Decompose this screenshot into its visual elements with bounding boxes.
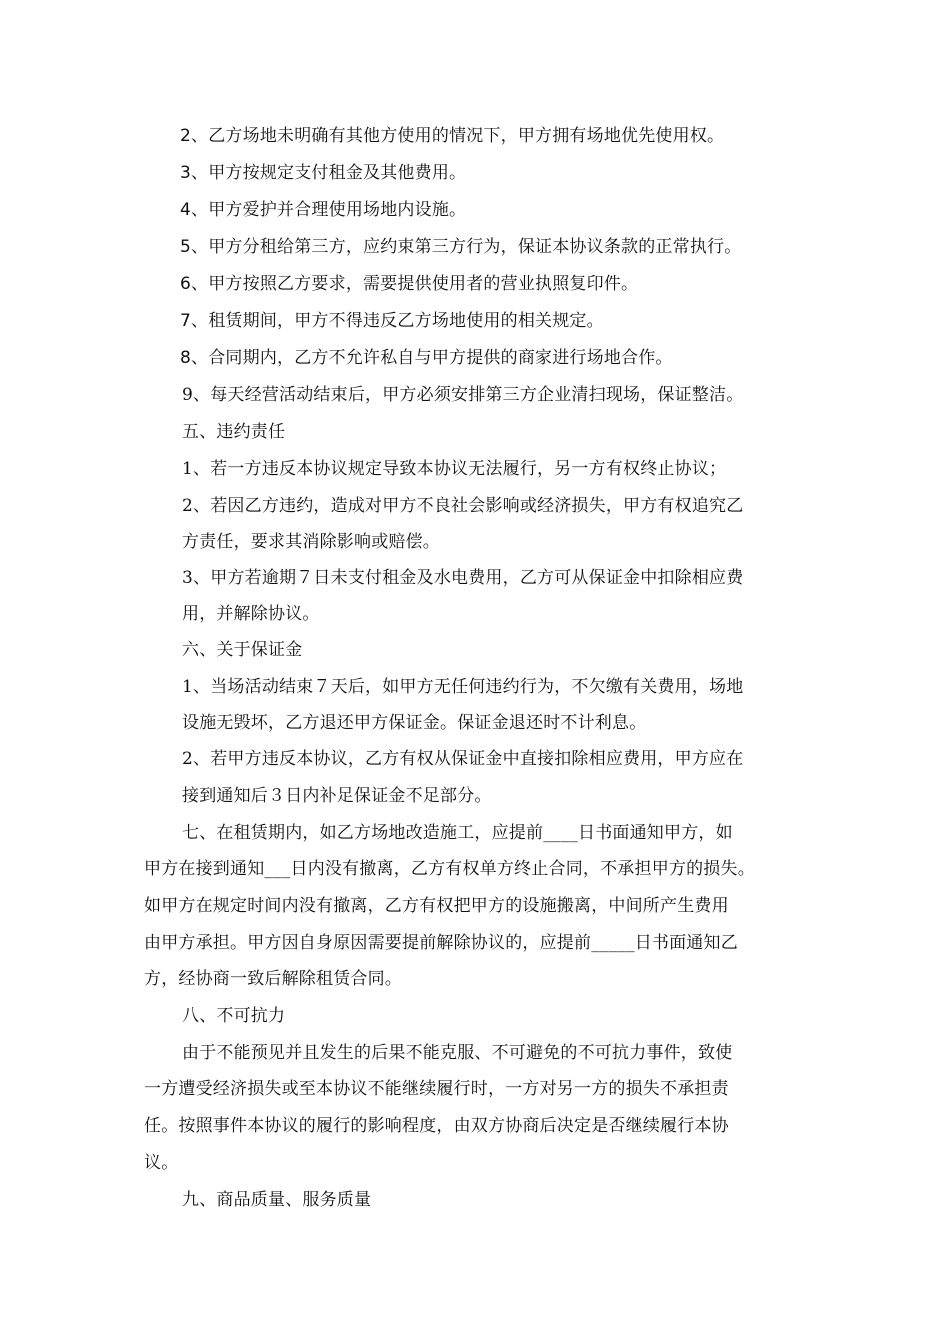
section-heading: 五、违约责任 (182, 422, 286, 442)
clause-number: 2 (180, 126, 192, 146)
paragraph-line: 如甲方在规定时间内没有撤离，乙方有权把甲方的设施搬离，中间所产生费用 (144, 896, 729, 916)
clause-text: 、租赁期间，甲方不得违反乙方场地使用的相关规定。 (191, 311, 604, 331)
clause-text: 、甲方按规定支付租金及其他费用。 (191, 163, 467, 183)
paragraph-line: 一方遭受经济损失或至本协议不能继续履行时，一方对另一方的损失不承担责 (144, 1079, 729, 1099)
paragraph-line: 议。 (144, 1153, 179, 1173)
clause-line-cont: 方责任，要求其消除影响或赔偿。 (182, 532, 440, 552)
clause-line-cont: 设施无毁坏，乙方退还甲方保证金。保证金退还时不计利息。 (182, 713, 647, 733)
clause-line-cont: 用，并解除协议。 (182, 604, 320, 624)
clause-line: 1、当场活动结束７天后，如甲方无任何违约行为，不欠缴有关费用，场地 (182, 677, 744, 697)
paragraph-line: 由于不能预见并且发生的后果不能克服、不可避免的不可抗力事件，致使 (182, 1043, 733, 1063)
clause-number: 6 (180, 274, 192, 294)
section-heading: 九、商品质量、服务质量 (182, 1190, 372, 1210)
section-heading: 六、关于保证金 (182, 640, 303, 660)
paragraph-line: 任。按照事件本协议的履行的影响程度，由双方协商后决定是否继续履行本协 (144, 1116, 729, 1136)
clause-line (180, 272, 638, 296)
clause-line: 1、若一方违反本协议规定导致本协议无法履行，另一方有权终止协议； (182, 459, 727, 479)
clause-line (180, 198, 466, 222)
clause-line: 2、若甲方违反本协议，乙方有权从保证金中直接扣除相应费用，甲方应在 (182, 749, 744, 769)
clause-number: 4 (180, 200, 192, 220)
clause-text: 、甲方分租给第三方，应约束第三方行为，保证本协议条款的正常执行。 (191, 237, 742, 257)
clause-number: 5 (180, 237, 192, 257)
clause-line: 3、甲方若逾期７日未支付租金及水电费用，乙方可从保证金中扣除相应费 (182, 568, 744, 588)
clause-line (180, 161, 466, 185)
clause-text: 9、每天经营活动结束后，甲方必须安排第三方企业清扫现场，保证整洁。 (182, 385, 744, 405)
clause-line (180, 235, 741, 259)
clause-text: 、合同期内，乙方不允许私自与甲方提供的商家进行场地合作。 (191, 348, 673, 368)
section-heading: 八、不可抗力 (182, 1006, 286, 1026)
paragraph-line: 由甲方承担。甲方因自身原因需要提前解除协议的，应提前_____日书面通知乙 (144, 933, 738, 953)
clause-text: 、甲方按照乙方要求，需要提供使用者的营业执照复印件。 (191, 274, 639, 294)
clause-line: 2、若因乙方违约，造成对甲方不良社会影响或经济损失，甲方有权追究乙 (182, 496, 744, 516)
clause-line (180, 124, 724, 148)
clause-text: 、甲方爱护并合理使用场地内设施。 (191, 200, 467, 220)
clause-number: 3 (180, 163, 192, 183)
clause-line (180, 309, 604, 333)
clause-line (182, 383, 743, 407)
clause-text: 、乙方场地未明确有其他方使用的情况下，甲方拥有场地优先使用权。 (191, 126, 725, 146)
paragraph-line: 七、在租赁期内，如乙方场地改造施工，应提前____日书面通知甲方，如 (182, 823, 733, 843)
clause-number: 7 (180, 311, 192, 331)
clause-number: 8 (180, 348, 192, 368)
clause-line (180, 346, 673, 370)
clause-line-cont: 接到通知后３日内补足保证金不足部分。 (182, 786, 492, 806)
paragraph-line: 甲方在接到通知___日内没有撤离，乙方有权单方终止合同，不承担甲方的损失。 (144, 859, 755, 879)
paragraph-line: 方，经协商一致后解除租赁合同。 (144, 969, 402, 989)
